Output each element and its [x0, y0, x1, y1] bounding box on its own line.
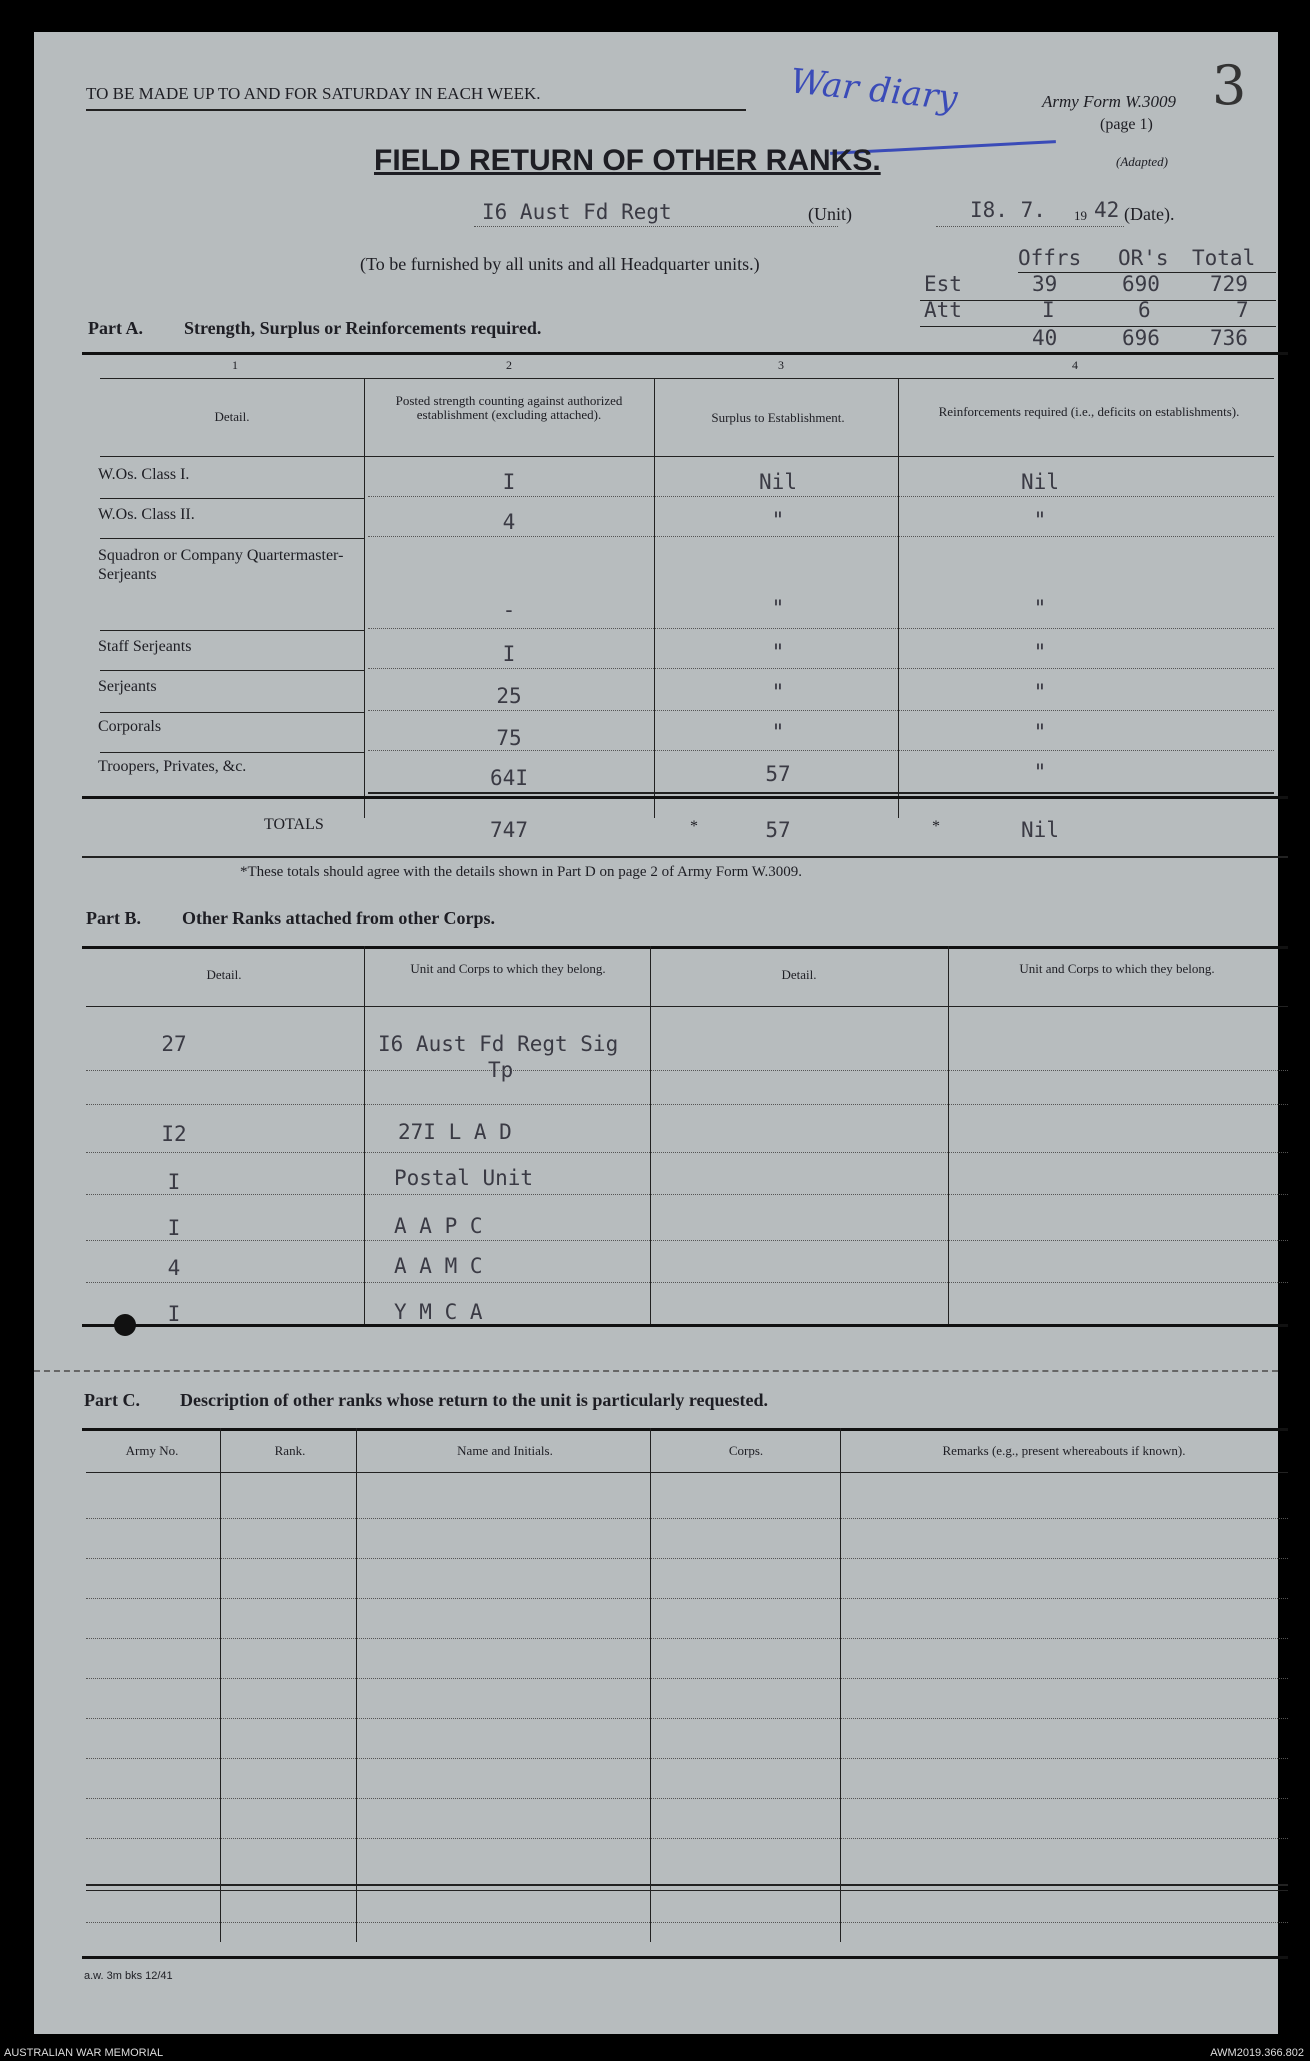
unit-label: (Unit) [808, 204, 852, 224]
furnish-note: (To be furnished by all units and all Headquarter units.) [360, 254, 760, 274]
part-c-row-rule [86, 1798, 1288, 1799]
part-c-header-rank: Rank. [274, 1443, 306, 1458]
part-a-header-detail: Detail. [214, 409, 250, 424]
part-a-header-reinforcements: Reinforcements required (i.e., deficits on establishments). [938, 404, 1240, 419]
unit-value: I6 Aust Fd Regt [482, 200, 672, 224]
printer-imprint: a.w. 3m bks 12/41 [84, 1970, 173, 1982]
row-rule [100, 538, 364, 539]
row-rule [368, 536, 1274, 537]
summary-est-ors: 690 [1122, 272, 1160, 296]
staff-serjeants-posted: I [502, 642, 516, 666]
part-a-col-divider-3 [898, 378, 899, 818]
row-rule [368, 750, 1274, 751]
part-c-header-army-no: Army No. [125, 1443, 179, 1458]
summary-att-total: 7 [1236, 298, 1249, 322]
form-sheet [34, 32, 1278, 2034]
corporals-surplus: " [771, 720, 785, 744]
attached-unit: A A P C [394, 1214, 483, 1238]
serjeants-reinforcements: " [1033, 680, 1047, 704]
attached-unit: 27I L A D [398, 1120, 512, 1144]
wo-class-1-reinforcements: Nil [1021, 470, 1059, 494]
page-indicator: (page 1) [1100, 116, 1153, 133]
troopers-surplus: 57 [765, 762, 791, 786]
totals-surplus: 57 [765, 818, 791, 842]
attached-unit: Postal Unit [394, 1166, 534, 1190]
wo-class-1-surplus: Nil [759, 470, 797, 494]
archive-footer-left: AUSTRALIAN WAR MEMORIAL [4, 2047, 164, 2059]
row-rule [100, 498, 364, 499]
part-b-header-unit-1: Unit and Corps to which they belong. [410, 961, 606, 976]
part-b-top-rule [82, 946, 1288, 949]
part-b-row-rule [86, 1152, 1288, 1153]
part-b-row-rule [86, 1104, 1288, 1105]
summary-att-ors: 6 [1138, 298, 1151, 322]
handwritten-war-diary: War diary [788, 61, 960, 119]
part-a-col-divider-2 [654, 378, 655, 818]
part-b-col-divider-2 [650, 946, 651, 1326]
form-number: Army Form W.3009 [1042, 92, 1176, 111]
cqms-label-text: Squadron or Company Quartermaster-Serjeants [98, 547, 344, 583]
attached-detail: I2 [161, 1122, 187, 1146]
part-a-footnote: *These totals should agree with the details shown in Part D on page 2 of Army Form W.3009. [240, 864, 803, 880]
col-number-4: 4 [1072, 358, 1078, 372]
part-b-bottom-rule [82, 1324, 1288, 1327]
row-rule [100, 670, 364, 671]
summary-col-ors: OR's [1118, 246, 1169, 270]
part-a-top-rule [82, 352, 1288, 355]
summary-est-label: Est [924, 272, 962, 296]
row-label-cqms [98, 546, 348, 584]
row-label-wo-class-2: W.Os. Class II. [98, 506, 195, 523]
corporals-posted: 75 [496, 726, 522, 750]
part-c-row-rule [86, 1598, 1288, 1599]
row-rule [100, 752, 364, 753]
row-rule [100, 712, 364, 713]
summary-est-total: 729 [1210, 272, 1248, 296]
part-a-header-posted: Posted strength counting against authorized establishment (excluding attached). [395, 393, 623, 422]
part-c-subtitle: Description of other ranks whose return to the unit is particularly requested. [180, 1390, 768, 1410]
part-b-header-rule [86, 1006, 1288, 1007]
part-b-subtitle: Other Ranks attached from other Corps. [182, 908, 495, 928]
summary-sum-offrs: 40 [1032, 326, 1058, 350]
part-b-header-detail-1: Detail. [206, 967, 242, 982]
attached-detail: 4 [167, 1256, 181, 1280]
part-c-row-rule [86, 1558, 1288, 1559]
row-label-wo-class-1: W.Os. Class I. [98, 466, 190, 483]
date-label: (Date). [1124, 204, 1175, 224]
troopers-reinforcements: " [1033, 760, 1047, 784]
part-a-col-divider-1 [364, 378, 365, 818]
part-c-title: Part C. [84, 1390, 140, 1410]
summary-rule-2 [920, 300, 1276, 301]
totals-label: TOTALS [264, 816, 324, 833]
part-c-closing-rule [86, 1890, 1288, 1891]
part-c-header-name: Name and Initials. [457, 1443, 553, 1458]
part-a-number-rule [100, 378, 1274, 379]
part-a-title: Part A. [88, 318, 143, 338]
part-b-row-rule [86, 1194, 1288, 1195]
part-c-row-rule [86, 1638, 1288, 1639]
totals-reinforcements: Nil [1021, 818, 1059, 842]
part-b-row-rule [86, 1240, 1288, 1241]
part-c-col-divider-4 [840, 1428, 841, 1942]
col-number-1: 1 [232, 358, 238, 372]
row-rule [100, 630, 364, 631]
part-c-col-divider-1 [220, 1428, 221, 1942]
part-c-col-divider-3 [650, 1428, 651, 1942]
attached-unit: A A M C [394, 1254, 483, 1278]
part-c-row-rule [86, 1678, 1288, 1679]
form-title: FIELD RETURN OF OTHER RANKS. [374, 144, 881, 177]
part-c-col-divider-2 [356, 1428, 357, 1942]
col-number-2: 2 [506, 358, 512, 372]
cqms-surplus: " [771, 596, 785, 620]
archive-footer-right: AWM2019.366.802 [1210, 2047, 1304, 2059]
row-rule [368, 496, 1274, 497]
serjeants-surplus: " [771, 680, 785, 704]
date-line [936, 226, 1124, 227]
cqms-reinforcements: " [1033, 596, 1047, 620]
summary-sum-ors: 696 [1122, 326, 1160, 350]
part-c-row-rule [86, 1518, 1288, 1519]
attached-unit: I6 Aust Fd Regt Sig [378, 1032, 619, 1056]
part-b-header-unit-2: Unit and Corps to which they belong. [1019, 961, 1215, 976]
part-c-header-remarks: Remarks (e.g., present whereabouts if known). [942, 1443, 1186, 1458]
totals-posted: 747 [490, 818, 528, 842]
wo-class-2-posted: 4 [502, 510, 516, 534]
part-c-row-rule [86, 1922, 1288, 1923]
row-label-serjeants: Serjeants [98, 678, 157, 695]
row-label-staff-serjeants: Staff Serjeants [98, 638, 192, 655]
part-c-header-rule [86, 1472, 1288, 1473]
part-c-row-rule [86, 1838, 1288, 1839]
part-b-col-divider-1 [364, 946, 365, 1326]
cqms-posted: - [502, 598, 516, 622]
part-a-bottom-rule [82, 856, 1288, 858]
weekly-instruction: TO BE MADE UP TO AND FOR SATURDAY IN EACH WEEK. [86, 84, 541, 103]
part-b-col-divider-3 [948, 946, 949, 1326]
unit-line [474, 226, 838, 227]
attached-unit: Y M C A [394, 1300, 483, 1322]
instruction-underline [86, 109, 746, 111]
attached-unit-continued: Tp [488, 1058, 514, 1082]
corporals-reinforcements: " [1033, 720, 1047, 744]
attached-detail: 27 [161, 1032, 187, 1056]
adapted-note: (Adapted) [1116, 154, 1168, 169]
row-rule [368, 710, 1274, 711]
wo-class-2-surplus: " [771, 508, 785, 532]
attached-detail: I [167, 1216, 181, 1240]
date-year: 42 [1094, 198, 1120, 222]
totals-reinf-star: * [932, 818, 940, 835]
part-c-row-rule [86, 1758, 1288, 1759]
part-c-bottom-rule [82, 1956, 1288, 1959]
attached-detail: I [167, 1170, 181, 1194]
part-c-header-corps: Corps. [728, 1443, 764, 1458]
row-label-troopers: Troopers, Privates, &c. [98, 758, 247, 775]
part-a-subtitle: Strength, Surplus or Reinforcements required. [184, 318, 542, 338]
punch-hole [114, 1314, 136, 1336]
part-b-header-detail-2: Detail. [781, 967, 817, 982]
wo-class-2-reinforcements: " [1033, 508, 1047, 532]
fold-line [34, 1370, 1278, 1372]
summary-col-total: Total [1192, 246, 1256, 270]
row-rule [368, 668, 1274, 669]
handwritten-page-number: 3 [1212, 54, 1247, 117]
summary-att-label: Att [924, 298, 962, 322]
part-a-header-surplus: Surplus to Establishment. [711, 410, 845, 425]
serjeants-posted: 25 [496, 684, 522, 708]
staff-serjeants-surplus: " [771, 640, 785, 664]
part-b-row-rule [86, 1070, 1288, 1071]
summary-col-offrs: Offrs [1018, 246, 1082, 270]
col-number-3: 3 [778, 358, 784, 372]
summary-att-offrs: I [1042, 298, 1055, 322]
totals-surplus-star: * [690, 818, 698, 835]
part-a-header-rule [100, 456, 1274, 457]
date-year-prefix: 19 [1074, 208, 1087, 223]
part-c-row-rule [86, 1718, 1288, 1719]
summary-sum-total: 736 [1210, 326, 1248, 350]
part-b-row-rule [86, 1282, 1288, 1283]
date-value: I8. 7. [970, 198, 1046, 222]
part-c-closing-rule [86, 1884, 1288, 1886]
attached-detail: I [167, 1302, 181, 1322]
staff-serjeants-reinforcements: " [1033, 640, 1047, 664]
part-b-title: Part B. [86, 908, 141, 928]
troopers-posted: 64I [490, 766, 528, 790]
totals-top-rule [368, 792, 1274, 794]
row-label-corporals: Corporals [98, 718, 162, 735]
wo-class-1-posted: I [502, 470, 516, 494]
part-c-top-rule [82, 1428, 1288, 1431]
totals-rule [82, 796, 1288, 799]
row-rule [368, 628, 1274, 629]
summary-est-offrs: 39 [1032, 272, 1058, 296]
